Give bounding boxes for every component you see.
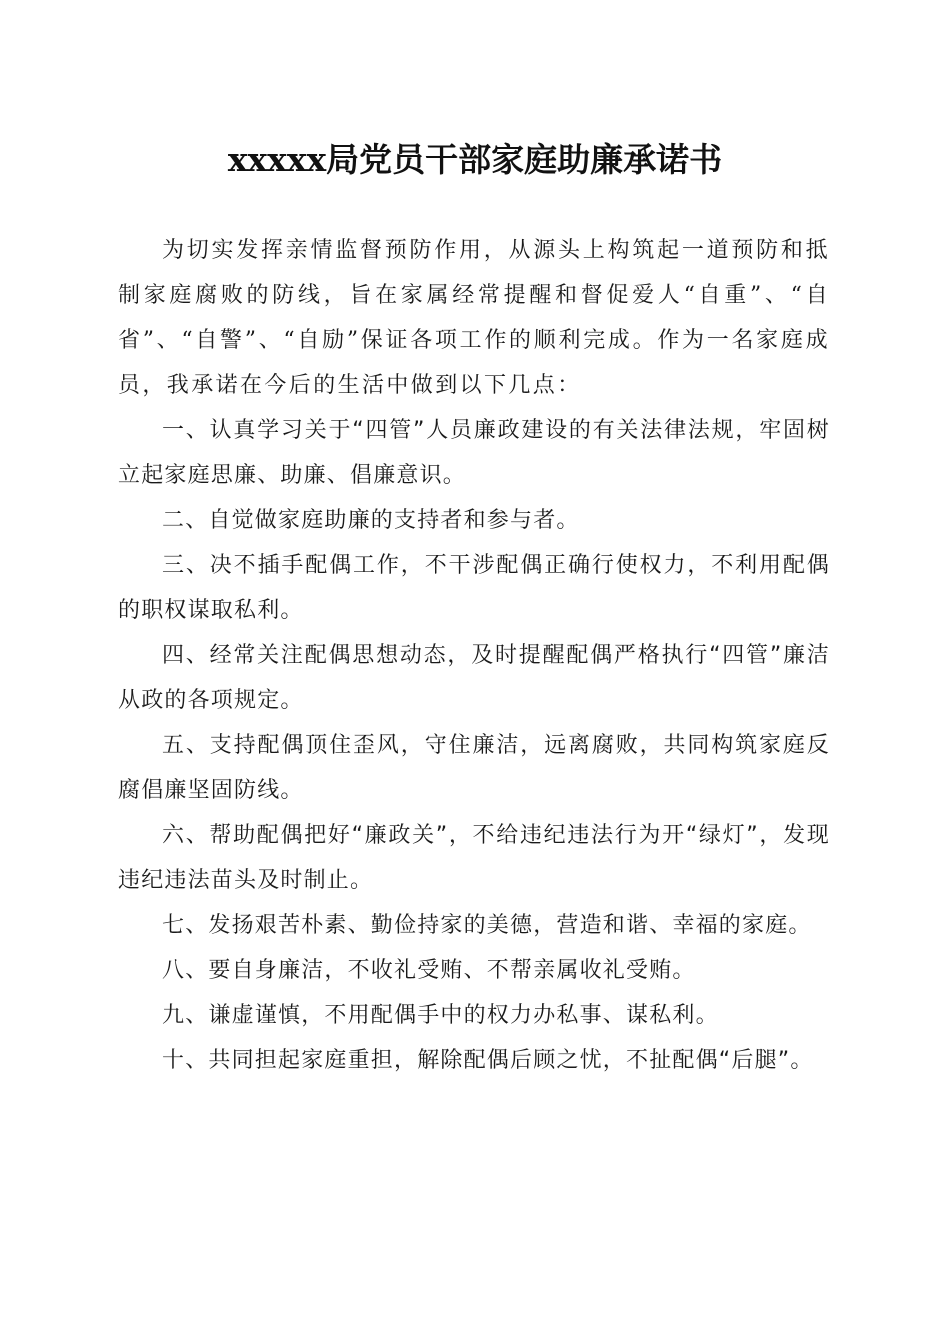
pledge-item-9: 九、谦虚谨慎，不用配偶手中的权力办私事、谋私利。 (162, 1003, 719, 1028)
intro-paragraph: 为切实发挥亲情监督预防作用，从源头上构筑起一道预防和抵制家庭腐败的防线，旨在家属经常提醒和督促爱人“自重”、“自省”、“自警”、“自励”保证各项工作的顺利完成。作为一名家庭成员，我承诺在今后的生活中做到以下几点： (118, 238, 830, 398)
pledge-item-7: 七、发扬艰苦朴素、勤俭持家的美德，营造和谐、幸福的家庭。 (162, 913, 812, 938)
document-title: xxxxx局党员干部家庭助廉承诺书 (227, 140, 723, 179)
pledge-item-6: 六、帮助配偶把好“廉政关”，不给违纪违法行为开“绿灯”，发现违纪违法苗头及时制止。 (118, 823, 830, 893)
pledge-item-5: 五、支持配偶顶住歪风，守住廉洁，远离腐败，共同构筑家庭反腐倡廉坚固防线。 (118, 733, 830, 803)
pledge-item-1: 一、认真学习关于“四管”人员廉政建设的有关法律法规，牢固树立起家庭思廉、助廉、倡廉意识。 (118, 418, 830, 488)
document-body (118, 228, 830, 1083)
pledge-item-2: 二、自觉做家庭助廉的支持者和参与者。 (162, 508, 580, 533)
pledge-item-4: 四、经常关注配偶思想动态，及时提醒配偶严格执行“四管”廉洁从政的各项规定。 (118, 643, 830, 713)
pledge-item-3: 三、决不插手配偶工作，不干涉配偶正确行使权力，不利用配偶的职权谋取私利。 (118, 553, 830, 623)
pledge-item-10: 十、共同担起家庭重担，解除配偶后顾之忧，不扯配偶“后腿”。 (162, 1048, 814, 1073)
pledge-item-8: 八、要自身廉洁，不收礼受贿、不帮亲属收礼受贿。 (162, 958, 696, 983)
